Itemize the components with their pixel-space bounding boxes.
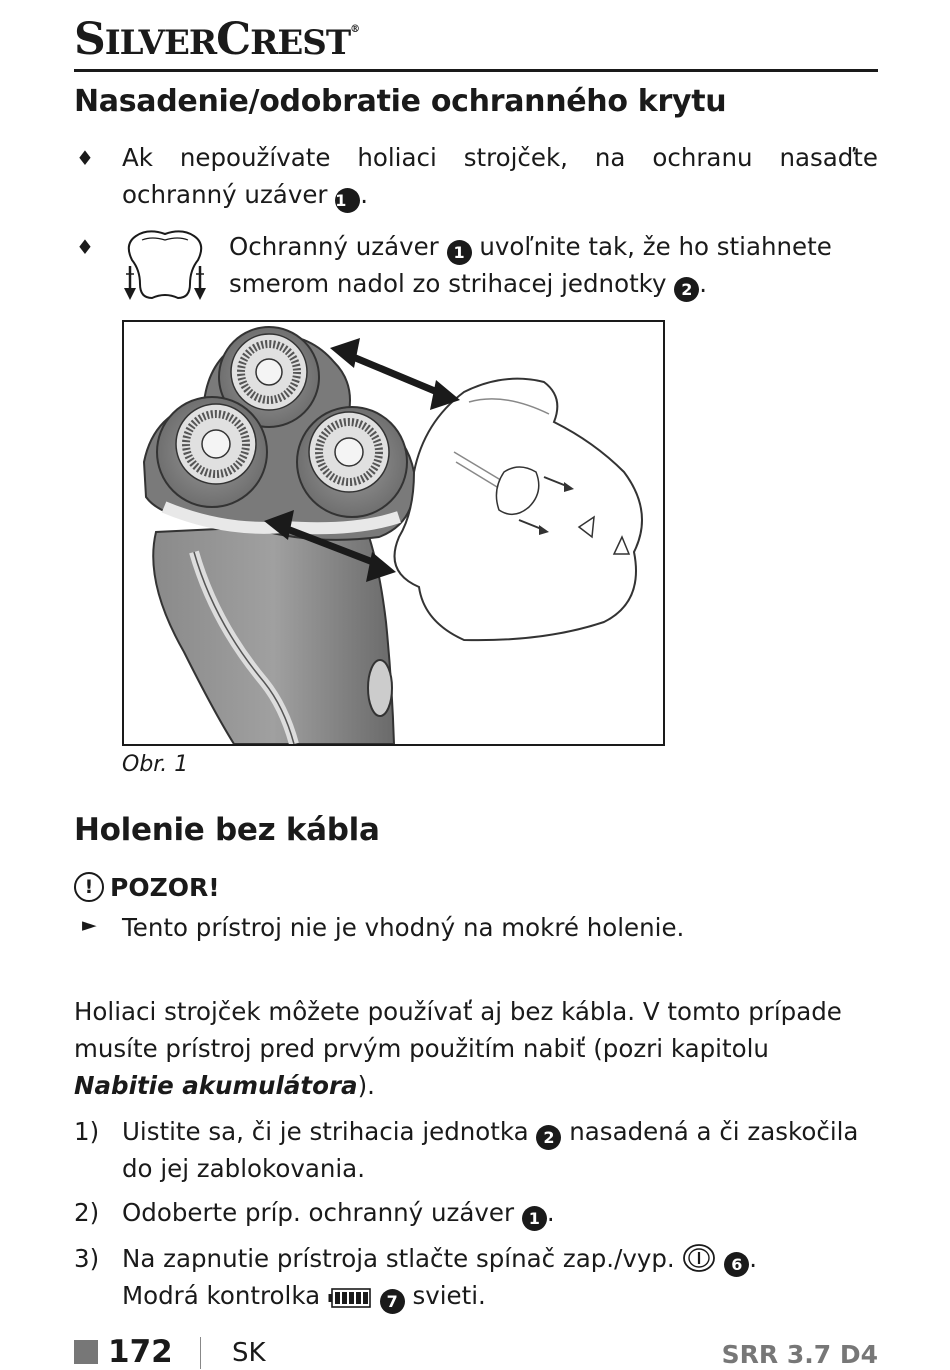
step-number-3: 3): [74, 1244, 100, 1273]
footer-language: SK: [232, 1338, 266, 1368]
footer-model: SRR 3.7 D4: [721, 1340, 878, 1369]
ref-badge-1: 1: [335, 188, 360, 213]
bullet-diamond-2: ♦: [76, 235, 94, 259]
warning-icon: !: [74, 872, 104, 902]
warning-heading: [74, 872, 220, 902]
remove-cover-pictogram-icon: [118, 226, 212, 302]
step-2-text: Odoberte príp. ochranný uzáver 1 .: [122, 1194, 862, 1231]
header-rule: [74, 69, 878, 72]
figure-shaver-cover: [122, 320, 665, 746]
bullet-2-text: Ochranný uzáver 1 uvoľnite tak, že ho stiahnete smerom nadol zo strihacej jednotky 2 .: [229, 228, 879, 302]
step-3-text: Na zapnutie prístroja stlačte spínač zap./vyp. 6 . Modrá kontrolka 7 svieti.: [122, 1240, 882, 1314]
triangle-bullet-icon: ►: [82, 914, 97, 936]
page-number: 172: [108, 1334, 173, 1370]
brand-logo: SILVERCREST®: [74, 14, 360, 65]
section-title-cover: Nasadenie/odobratie ochranného krytu: [74, 84, 727, 119]
warning-text: Tento prístroj nie je vhodný na mokré holenie.: [122, 913, 685, 942]
section-title-cordless: Holenie bez kábla: [74, 812, 380, 848]
shaver-head-right: [297, 407, 407, 517]
ref-badge-6: 6: [724, 1252, 749, 1277]
step-number-1: 1): [74, 1117, 100, 1146]
power-switch-icon: [682, 1243, 716, 1273]
footer-divider: [200, 1337, 201, 1369]
shaver-illustration: [124, 322, 663, 744]
bullet-1-text: Ak nepoužívate holiaci strojček, na ochranu nasaďte ochranný uzáver 1 .: [122, 139, 878, 213]
step-1-text: Uistite sa, či je strihacia jednotka 2 nasadená a či zaskočila do jej zablokovania.: [122, 1117, 859, 1183]
cordless-paragraph: Holiaci strojček môžete používať aj bez kábla. V tomto prípade musíte prístroj pred prvým použitím nabiť (pozri kapitolu Nabitie akumulátora).: [74, 997, 842, 1100]
footer-square: [74, 1340, 98, 1364]
warning-label: POZOR!: [110, 872, 220, 902]
ref-badge-1: 1: [447, 240, 472, 265]
ref-badge-2: 2: [536, 1125, 561, 1150]
figure-caption: Obr. 1: [122, 752, 189, 777]
ref-badge-2: 2: [674, 277, 699, 302]
step-number-2: 2): [74, 1198, 100, 1227]
battery-indicator-icon: [328, 1286, 372, 1310]
shaver-head-left: [157, 397, 267, 507]
ref-badge-7: 7: [380, 1289, 405, 1314]
ref-badge-1: 1: [522, 1206, 547, 1231]
bullet-diamond-1: ♦: [76, 146, 94, 170]
